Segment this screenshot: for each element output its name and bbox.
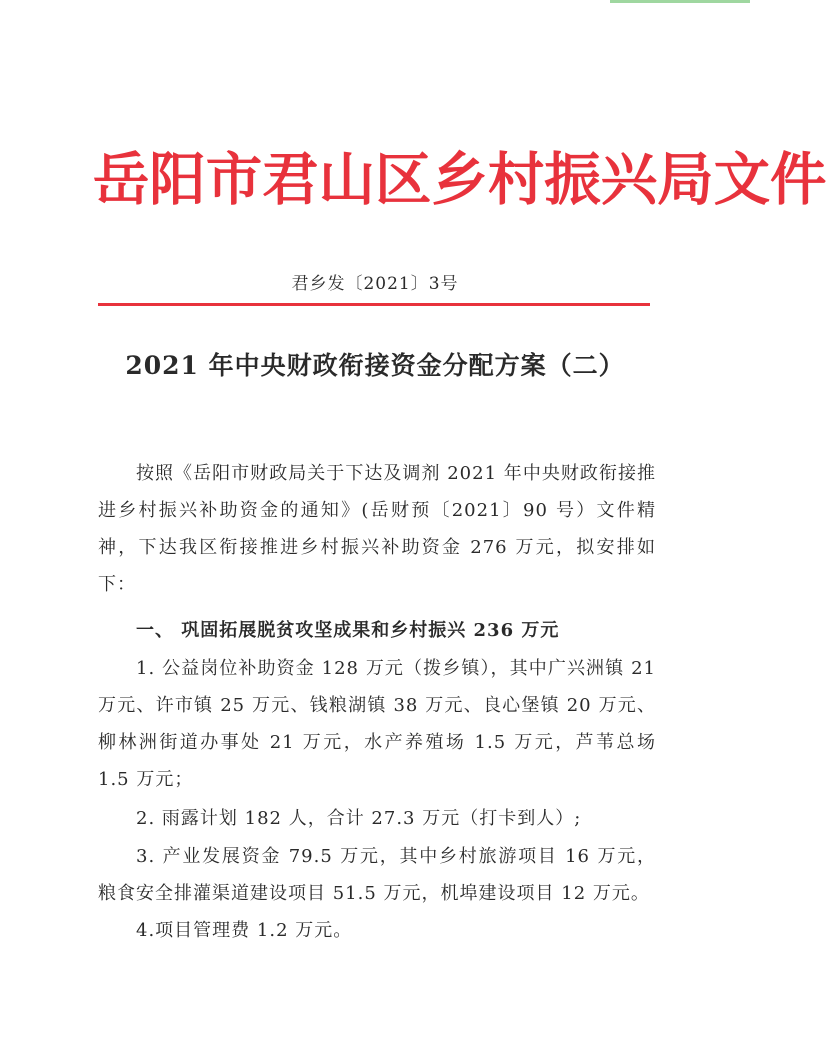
item-4: [98, 912, 656, 949]
section-1: [98, 612, 656, 649]
item-4-text: 4.项目管理费 1.2 万元。: [136, 920, 353, 941]
item-1-text: 1. 公益岗位补助资金 128 万元（拨乡镇），其中广兴洲镇 21 万元、许市镇 25 万元、钱粮湖镇 38 万元、良心堡镇 20 万元、柳林洲街道办事处 21 万元，水产养殖场 1.5 万元，芦苇总场 1.5 万元；: [98, 658, 656, 790]
red-divider-line: [98, 303, 650, 306]
item-2: [98, 800, 656, 837]
item-2-text: 2. 雨露计划 182 人，合计 27.3 万元（打卡到人）;: [136, 808, 582, 829]
scan-edge-mark: [610, 0, 750, 3]
issuer-header: 岳阳市君山区乡村振兴局文件: [92, 146, 826, 213]
item-1: [98, 650, 656, 798]
intro-text: 按照《岳阳市财政局关于下达及调剂 2021 年中央财政衔接推进乡村振兴补助资金的通知》(岳财预〔2021〕90 号）文件精神，下达我区衔接推进乡村振兴补助资金 276 万元，拟安排如下：: [98, 463, 656, 595]
item-3: [98, 838, 656, 912]
document-number: 君乡发〔2021〕3号: [291, 274, 459, 294]
item-3-text: 3. 产业发展资金 79.5 万元，其中乡村旅游项目 16 万元，粮食安全排灌渠道建设项目 51.5 万元，机埠建设项目 12 万元。: [98, 846, 656, 904]
intro-paragraph: [98, 455, 656, 603]
section-1-heading: 一、 巩固拓展脱贫攻坚成果和乡村振兴 236 万元: [136, 620, 560, 641]
document-title: 2021 年中央财政衔接资金分配方案（二）: [125, 351, 625, 380]
